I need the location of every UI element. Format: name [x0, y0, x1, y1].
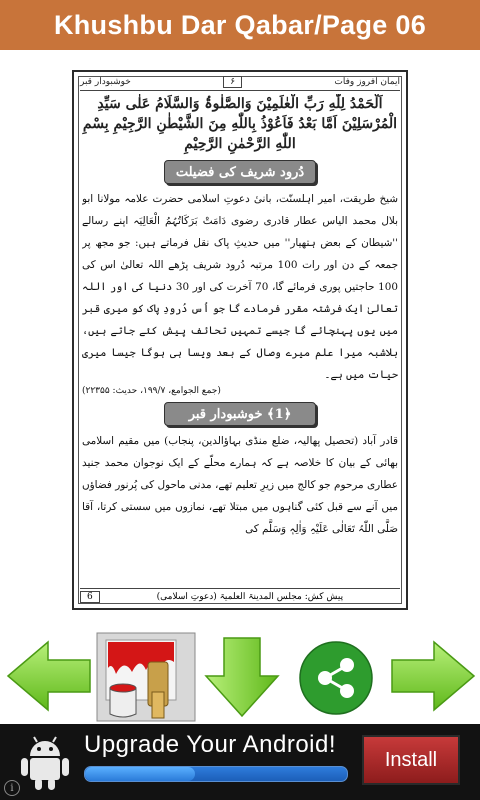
ad-progress-fill: [85, 767, 195, 781]
section-title-durood: دُرود شریف کی فضیلت: [164, 160, 316, 184]
page-body: [82, 94, 398, 584]
app-title: Khushbu Dar Qabar/Page 06: [53, 9, 427, 40]
arrow-right-icon[interactable]: [388, 638, 478, 714]
bottom-toolbar: [0, 628, 480, 724]
page-header-right: ایمان افروز وفات: [334, 77, 400, 87]
paint-bucket-icon[interactable]: [96, 632, 196, 722]
ad-banner[interactable]: [0, 724, 480, 800]
reference-text: (جمع الجوامع، ۱۹۹/۷، حدیث: ۲۲۳۵۵): [82, 386, 221, 396]
hamd-text: اَلْحَمْدُ لِلّٰهِ رَبِّ الْعٰلَمِیْنَ وَالصَّلٰوۃُ وَالسَّلَامُ عَلٰی سَیِّدِ الْمُرْسَلِیْنَ اَمَّا بَعْدُ فَاَعُوْذُ بِاللّٰهِ مِنَ الشَّیْطٰنِ الرَّجِیْمِ بِسْمِ اللّٰهِ الرَّحْمٰنِ الرَّحِیْمِ: [82, 96, 398, 152]
arrow-left-icon[interactable]: [4, 638, 94, 714]
app-title-bar: [0, 0, 480, 50]
share-icon[interactable]: [298, 640, 374, 716]
ad-info-icon[interactable]: i: [4, 780, 20, 796]
footer-publisher: پیش کش: مجلس المدینۃ العلمیۃ (دعوتِ اسلامی): [156, 592, 344, 602]
footer-page-number: 6: [80, 591, 100, 603]
paragraph-khushbu: قادر آباد (تحصیل پھالیہ، ضلع منڈی بہاؤالدین، پنجاب) میں مقیم اسلامی بھائی کے بیان کا خلاصہ ہے کہ ہمارے محلّے کے ایک نوجوان محمد جنید عطاری مرحوم جو کالج میں زیرِ تعلیم تھے، مدنی ماحول کی پُرنور فضاؤں میں آنے سے قبل کئی گناہوں میں مبتلا تھے، نمازوں میں سستی کرتا، آقا صَلَّی اللّٰہُ تَعَالٰی عَلَیْہِ وَاٰلِہٖ وَسَلَّم کی: [82, 435, 398, 535]
page-header-number: ۶: [223, 76, 242, 88]
ad-progress-bar: [84, 766, 348, 782]
page-header-left: خوشبودار قبر: [80, 77, 131, 87]
paragraph-durood: شیخ طریقت، امیر اہلسنّت، بانیٔ دعوتِ اسلامی حضرت علامہ مولانا ابو بلال محمد الیاس عطار قادری رضوی دَامَتْ بَرَکَاتُہُمُ الْعَالِیَہ اپنے رسالے ''شیطان کے بعض ہتھیار'' میں حدیثِ پاک نقل فرماتے ہیں: جو مجھ پر جمعہ کے دن اور رات 100 مرتبہ دُرود شریف پڑھے اللہ تعالیٰ اس کی 100 حاجتیں پوری فرمائے گا، 70 آخرت کی اور 30 دنیا کی اور اللہ تعالیٰ ایک فرشتہ مقرر فرمادے گا جو اُس دُرودِ پاک کو میری قبر میں یوں پہنچائے گا جیسے تمہیں تحائف پیش کئے جاتے ہیں، بلاشبہ میرا علم میرے وصال کے بعد ویسا ہی ہوگا جیسا میری حیات میں ہے۔: [82, 193, 398, 381]
page-footer: [80, 588, 400, 605]
section-title-khushbu: ﴿1﴾ خوشبودار قبر: [164, 402, 316, 426]
page-header: [80, 74, 400, 91]
book-page[interactable]: [72, 70, 408, 610]
ad-headline: Upgrade Your Android!: [84, 731, 337, 758]
arrow-down-icon[interactable]: [202, 636, 282, 718]
android-icon: [18, 734, 72, 792]
install-button[interactable]: Install: [362, 735, 460, 785]
